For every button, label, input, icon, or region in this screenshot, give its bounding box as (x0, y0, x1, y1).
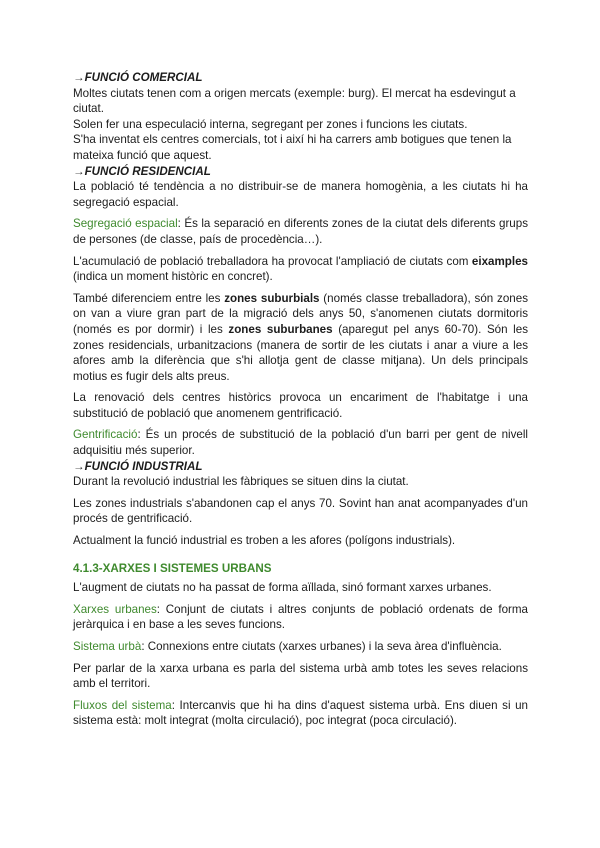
term-gentrificacio: Gentrificació (73, 428, 138, 442)
definition-xarxes-urbanes (73, 602, 528, 633)
bold-term-zones-suburbials: zones suburbials (224, 291, 320, 305)
term-fluxos-del-sistema: Fluxos del sistema (73, 698, 172, 712)
paragraph: Actualment la funció industrial es troben a les afores (polígons industrials). (73, 534, 456, 548)
heading-funcio-comercial: →FUNCIÓ COMERCIAL (73, 71, 203, 84)
paragraph: Les zones industrials s'abandonen cap el anys 70. Sovint han anat acompanyades d'un procés de gentrificació. (73, 496, 528, 526)
definition-text: : És un procés de substitució de la població d'un barri per gent de nivell adquisitiu més superior. (73, 428, 528, 458)
bold-term-zones-suburbanes: zones suburbanes (228, 322, 333, 336)
section-heading-xarxes: 4.1.3-XARXES I SISTEMES URBANS (73, 561, 272, 575)
definition-text: : Connexions entre ciutats (xarxes urbanes) i la seva àrea d'influència. (141, 640, 502, 653)
text-run: (només classe treballadora), són zones on van a viure gran part de la migració dels anys 50, s'anomenen ciutats dormitoris (només es por dormir) i les (73, 291, 528, 336)
paragraph-zones (73, 291, 528, 385)
paragraph: S'ha inventat els centres comercials, tot i així hi ha carrers amb botigues que tenen la mateixa funció que aquest. (73, 133, 512, 162)
bold-term-eixamples: eixamples (471, 254, 528, 268)
text-run: (aparegut pel anys 60-70). Són les zones residencials, urbanitzacions (manera de sortir de les ciutats i anar a viure a les afores amb la diferència que s'hi allotja gent de classe mitjana). Un dels principals motius es fugir dels alts preus. (73, 322, 528, 383)
term-segregacio-espacial: Segregació espacial (73, 217, 178, 231)
text-run: L'acumulació de població treballadora ha provocat l'ampliació de ciutats com (73, 254, 472, 268)
heading-funcio-residencial: →FUNCIÓ RESIDENCIAL (73, 164, 211, 178)
definition-segregacio (73, 216, 528, 247)
definition-text: : Conjunt de ciutats i altres conjunts de població ordenats de forma jeràrquica i en base a les seves funcions. (73, 602, 528, 632)
definition-text: : És la separació en diferents zones de la ciutat dels diferents grups de persones (de classe, país de procedència…). (73, 217, 528, 246)
paragraph: La població té tendència a no distribuir-se de manera homogènia, a les ciutats hi ha segregació espacial. (73, 180, 528, 209)
definition-text: : Intercanvis que hi ha dins d'aquest sistema urbà. Ens diuen si un sistema està: molt integrat (molta circulació), poc integrat (poca circulació). (73, 698, 528, 728)
paragraph: Moltes ciutats tenen com a origen mercats (exemple: burg). El mercat ha esdevingut a ciutat. (73, 86, 516, 116)
text-run: També diferenciem entre les (73, 291, 225, 305)
definition-fluxos (73, 698, 528, 729)
definition-sistema-urba (73, 639, 528, 655)
paragraph: L'augment de ciutats no ha passat de forma aïllada, sinó formant xarxes urbanes. (73, 581, 492, 595)
paragraph: Solen fer una especulació interna, segregant per zones i funcions les ciutats. (73, 117, 468, 131)
term-xarxes-urbanes: Xarxes urbanes (73, 602, 157, 616)
document-body (73, 70, 528, 729)
definition-gentrificacio (73, 427, 528, 458)
heading-funcio-industrial: →FUNCIÓ INDUSTRIAL (73, 459, 203, 473)
term-sistema-urba: Sistema urbà (73, 640, 142, 653)
paragraph-eixamples (73, 254, 528, 285)
text-run: (indica un moment històric en concret). (73, 270, 273, 284)
paragraph: La renovació dels centres històrics provoca un encariment de l'habitatge i una substitució de població que anomenem gentrificació. (73, 391, 528, 420)
paragraph: Per parlar de la xarxa urbana es parla del sistema urbà amb totes les seves relacions amb el territori. (73, 661, 528, 691)
paragraph: Durant la revolució industrial les fàbriques se situen dins la ciutat. (73, 475, 409, 489)
